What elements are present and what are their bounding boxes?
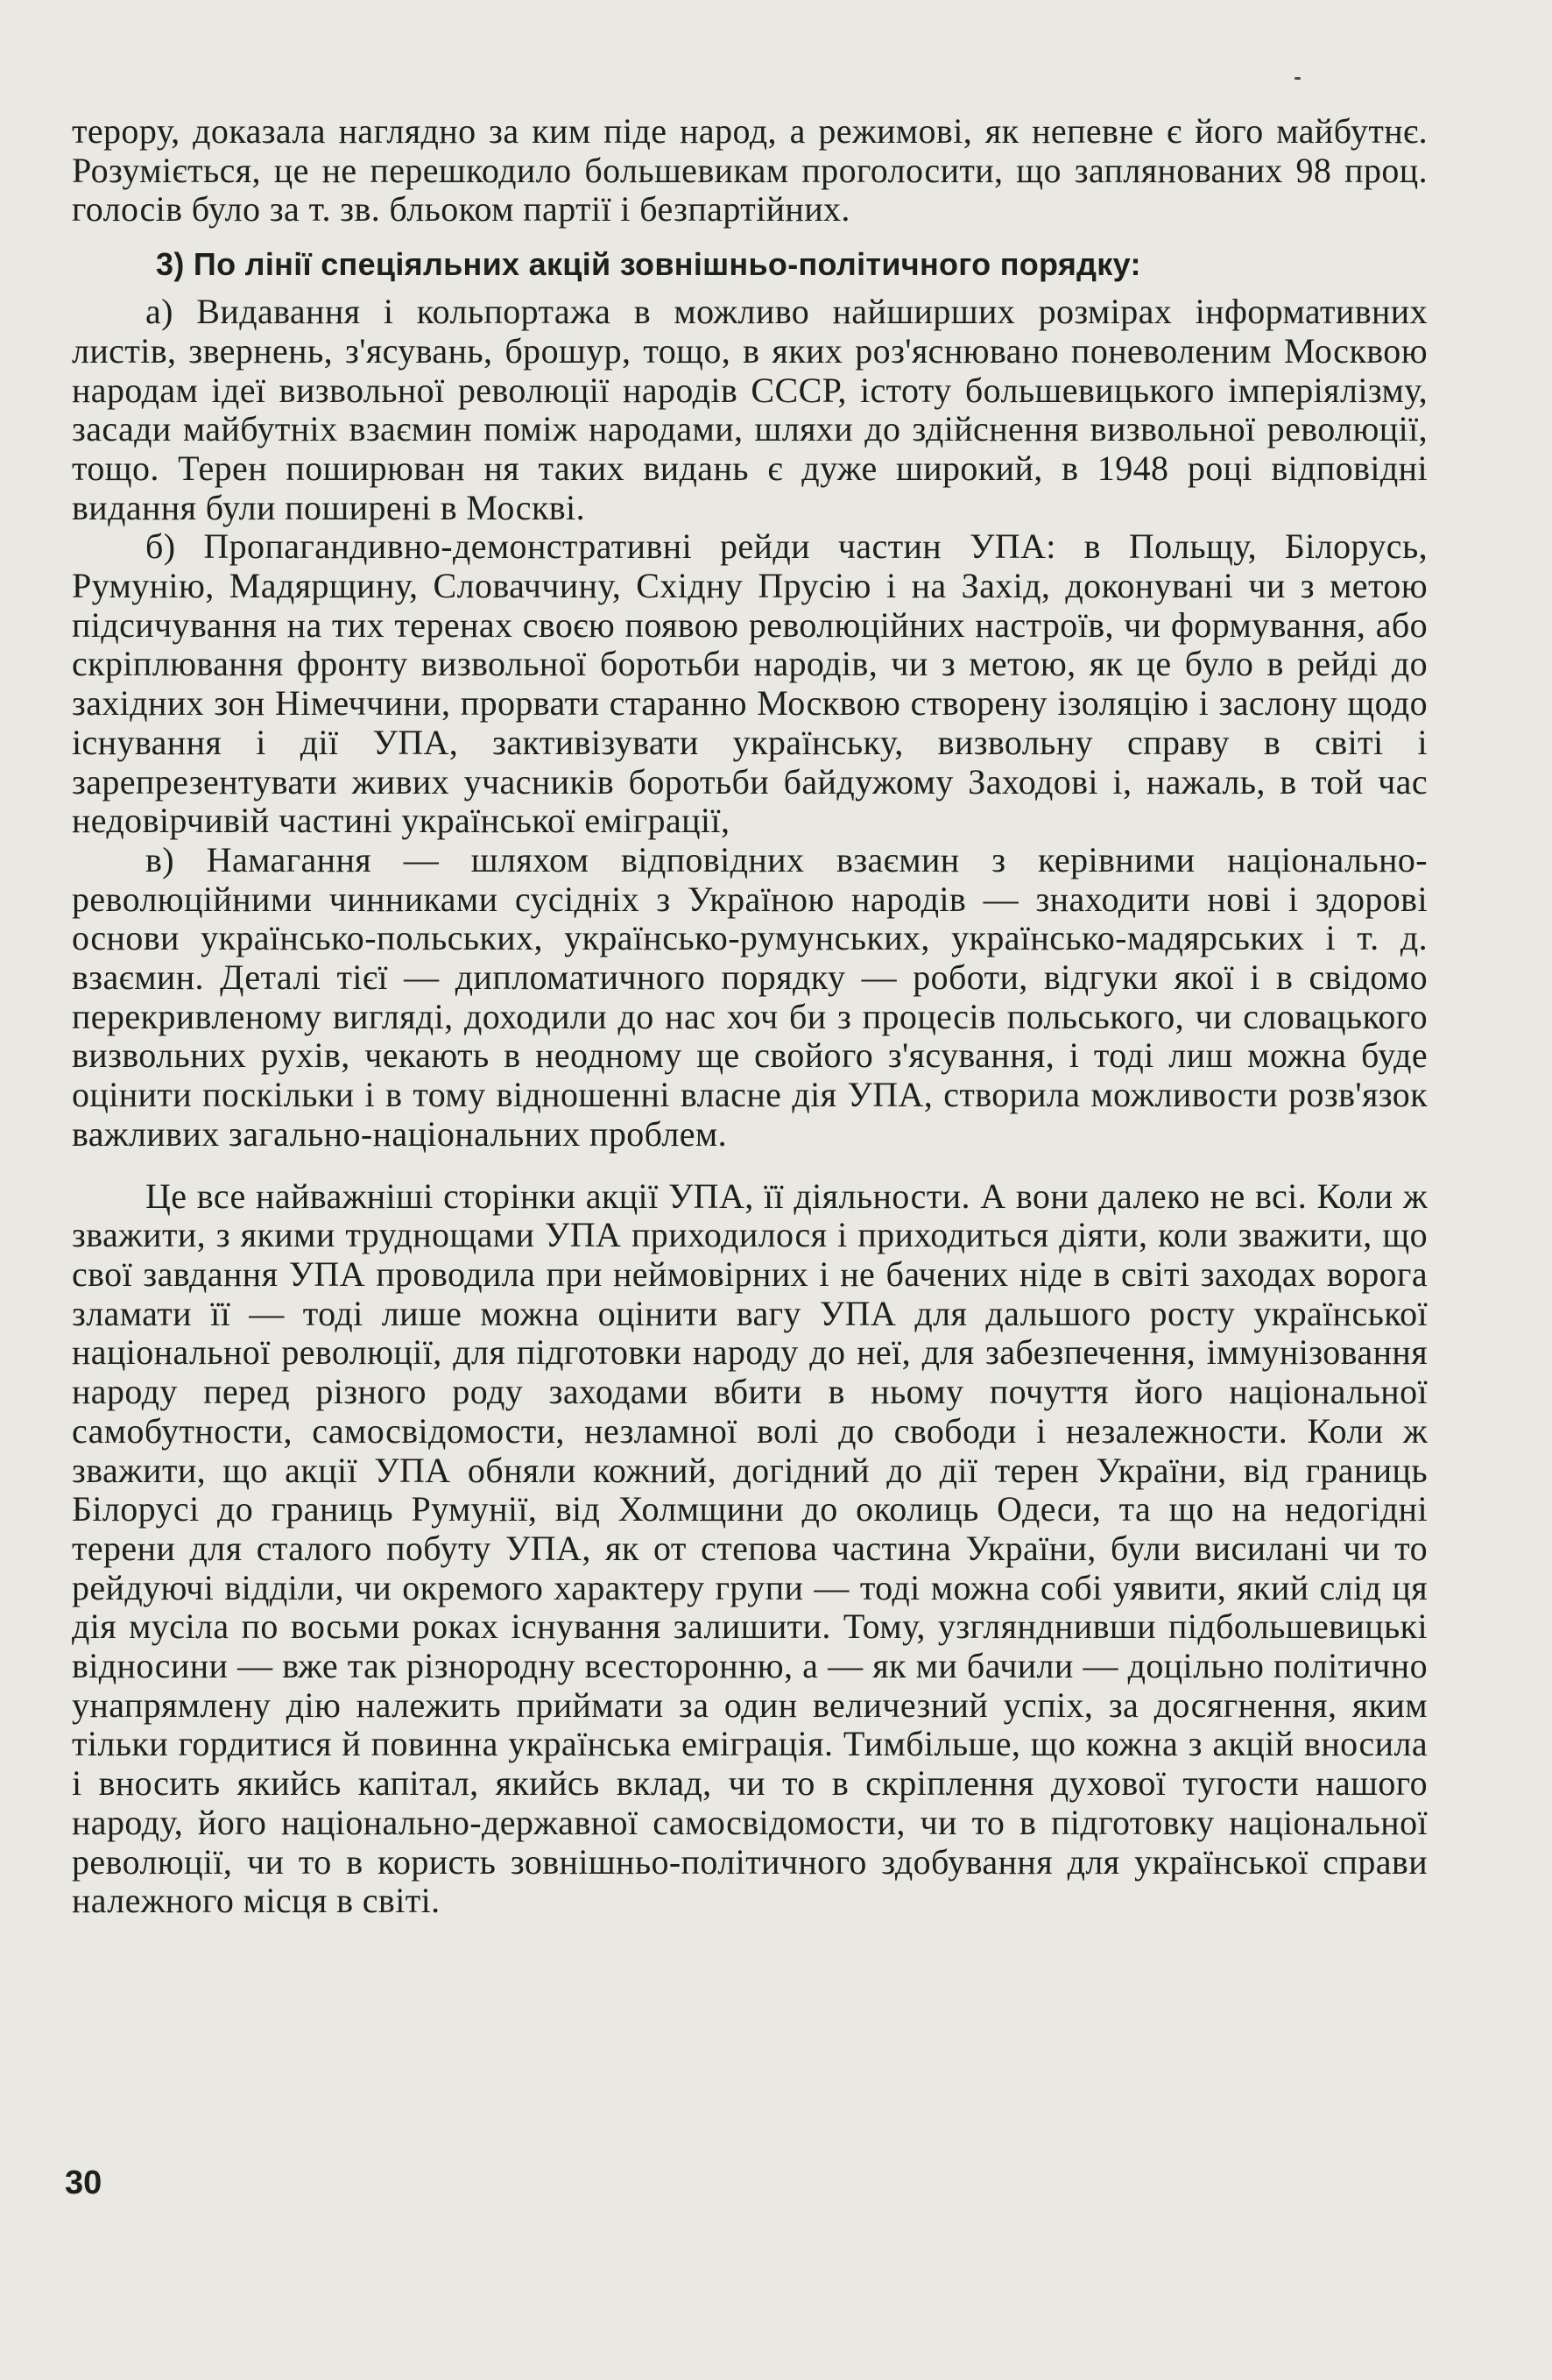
paragraph-item-b: б) Пропагандивно-демонстративні рейди частин УПА: в Польщу, Білорусь, Румунію, Мадярщину, Словаччину, Східну Прусію і на Захід, доконувані чи з метою підсичування на тих теренах своєю появою революційних настроїв, чи формування, або скріплювання фронту визвольної боротьби народів, чи з метою, як це було в рейді до західних зон Німеччини, прорвати старанно Москвою створену ізоляцію і заслону щодо існування і дії УПА, зактивізувати українську, визвольну справу в світі і зарепрезентувати живих учасників боротьби байдужому Заходові і, нажаль, в той час недовірчивій частині української еміграції, — [72, 526, 1428, 841]
paragraph-conclusion: Це все найважніші сторінки акції УПА, її діяльности. А вони далеко не всі. Коли ж зважити, з якими труднощами УПА приходилося і приходиться діяти, коли зважити, що свої завдання УПА проводила при неймовірних і не бачених ніде в світі заходах ворога зламати її — тоді лише можна оцінити вагу УПА для дальшого росту української національної революції, для підготовки народу до неї, для забезпечення, іммунізовання народу перед різного роду заходами вбити в ньому почуття його національної самобутности, самосвідомости, незламної волі до свободи і незалежности. Коли ж зважити, що акції УПА обняли кожний, догідний до дії терен України, від границь Білорусі до границь Румунії, від Холмщини до околиць Одеси, та що на недогідні терени для сталого побуту УПА, як от степова частина України, були висилані чи то рейдуючі відділи, чи окремого характеру групи — тоді можна собі уявити, який слід ця дія мусіла по восьми роках існування залишити. Тому, узглянднивши підбольшевицькі відносини — вже так різнородну всесторонню, а — як ми бачили — доцільно політично унапрямлену дію належить приймати за один величезний успіх, за досягнення, яким тільки гордитися й повинна українська еміграція. Тимбільше, що кожна з акцій вносила і вносить якийсь капітал, якийсь вклад, чи то в скріплення духової тугости нашого народу, його національно-державної самосвідомости, чи то в підготовку національної революції, чи то в користь зовнішньо-політичного здобування для української справи належного місця в світі. — [72, 1176, 1428, 1921]
paragraph-item-c: в) Намагання — шляхом відповідних взаємин з керівними національно-революційними чинниками сусідніх з Україною народів — знаходити нові і здорові основи українсько-польських, українсько-румунських, українсько-мадярських і т. д. взаємин. Деталі тієї — дипломатичного порядку — роботи, відгуки якої і в свідомо перекривленому вигляді, доходили до нас хоч би з процесів польського, чи словацького визвольних рухів, чекають в неодному ще свойого з'ясування, і тоді лиш можна буде оцінити поскільки і в тому відношенні власне дія УПА, створила можливости розв'язок важливих загально-національних проблем. — [72, 839, 1428, 1154]
page-body — [72, 112, 1428, 1921]
print-speck — [1295, 77, 1301, 80]
page-number: 30 — [65, 2165, 102, 2201]
paragraph-item-a: а) Видавання і кольпортажа в можливо найширших розмірах інформативних листів, звернень, з'ясувань, брошур, тощо, в яких роз'яснювано поневоленим Москвою народам ідеї визвольної революції народів СССР, істоту большевицького імперіялізму, засади майбутніх взаємин поміж народами, шляхи до здійснення визвольної революції, тощо. Терен поширюван ня таких видань є дуже широкий, в 1948 році відповідні видання були поширені в Москві. — [72, 292, 1428, 527]
paragraph-continuation: терору, доказала наглядно за ким піде народ, а режимові, як непевне є його майбутнє. Розуміється, це не перешкодило большевикам проголосити, що заплянованих 98 проц. голосів було за т. зв. бльоком партії і безпартійних. — [72, 111, 1428, 230]
section-heading-3: 3) По лінії спеціяльних акцій зовнішньо-політичного порядку: — [156, 246, 1141, 283]
